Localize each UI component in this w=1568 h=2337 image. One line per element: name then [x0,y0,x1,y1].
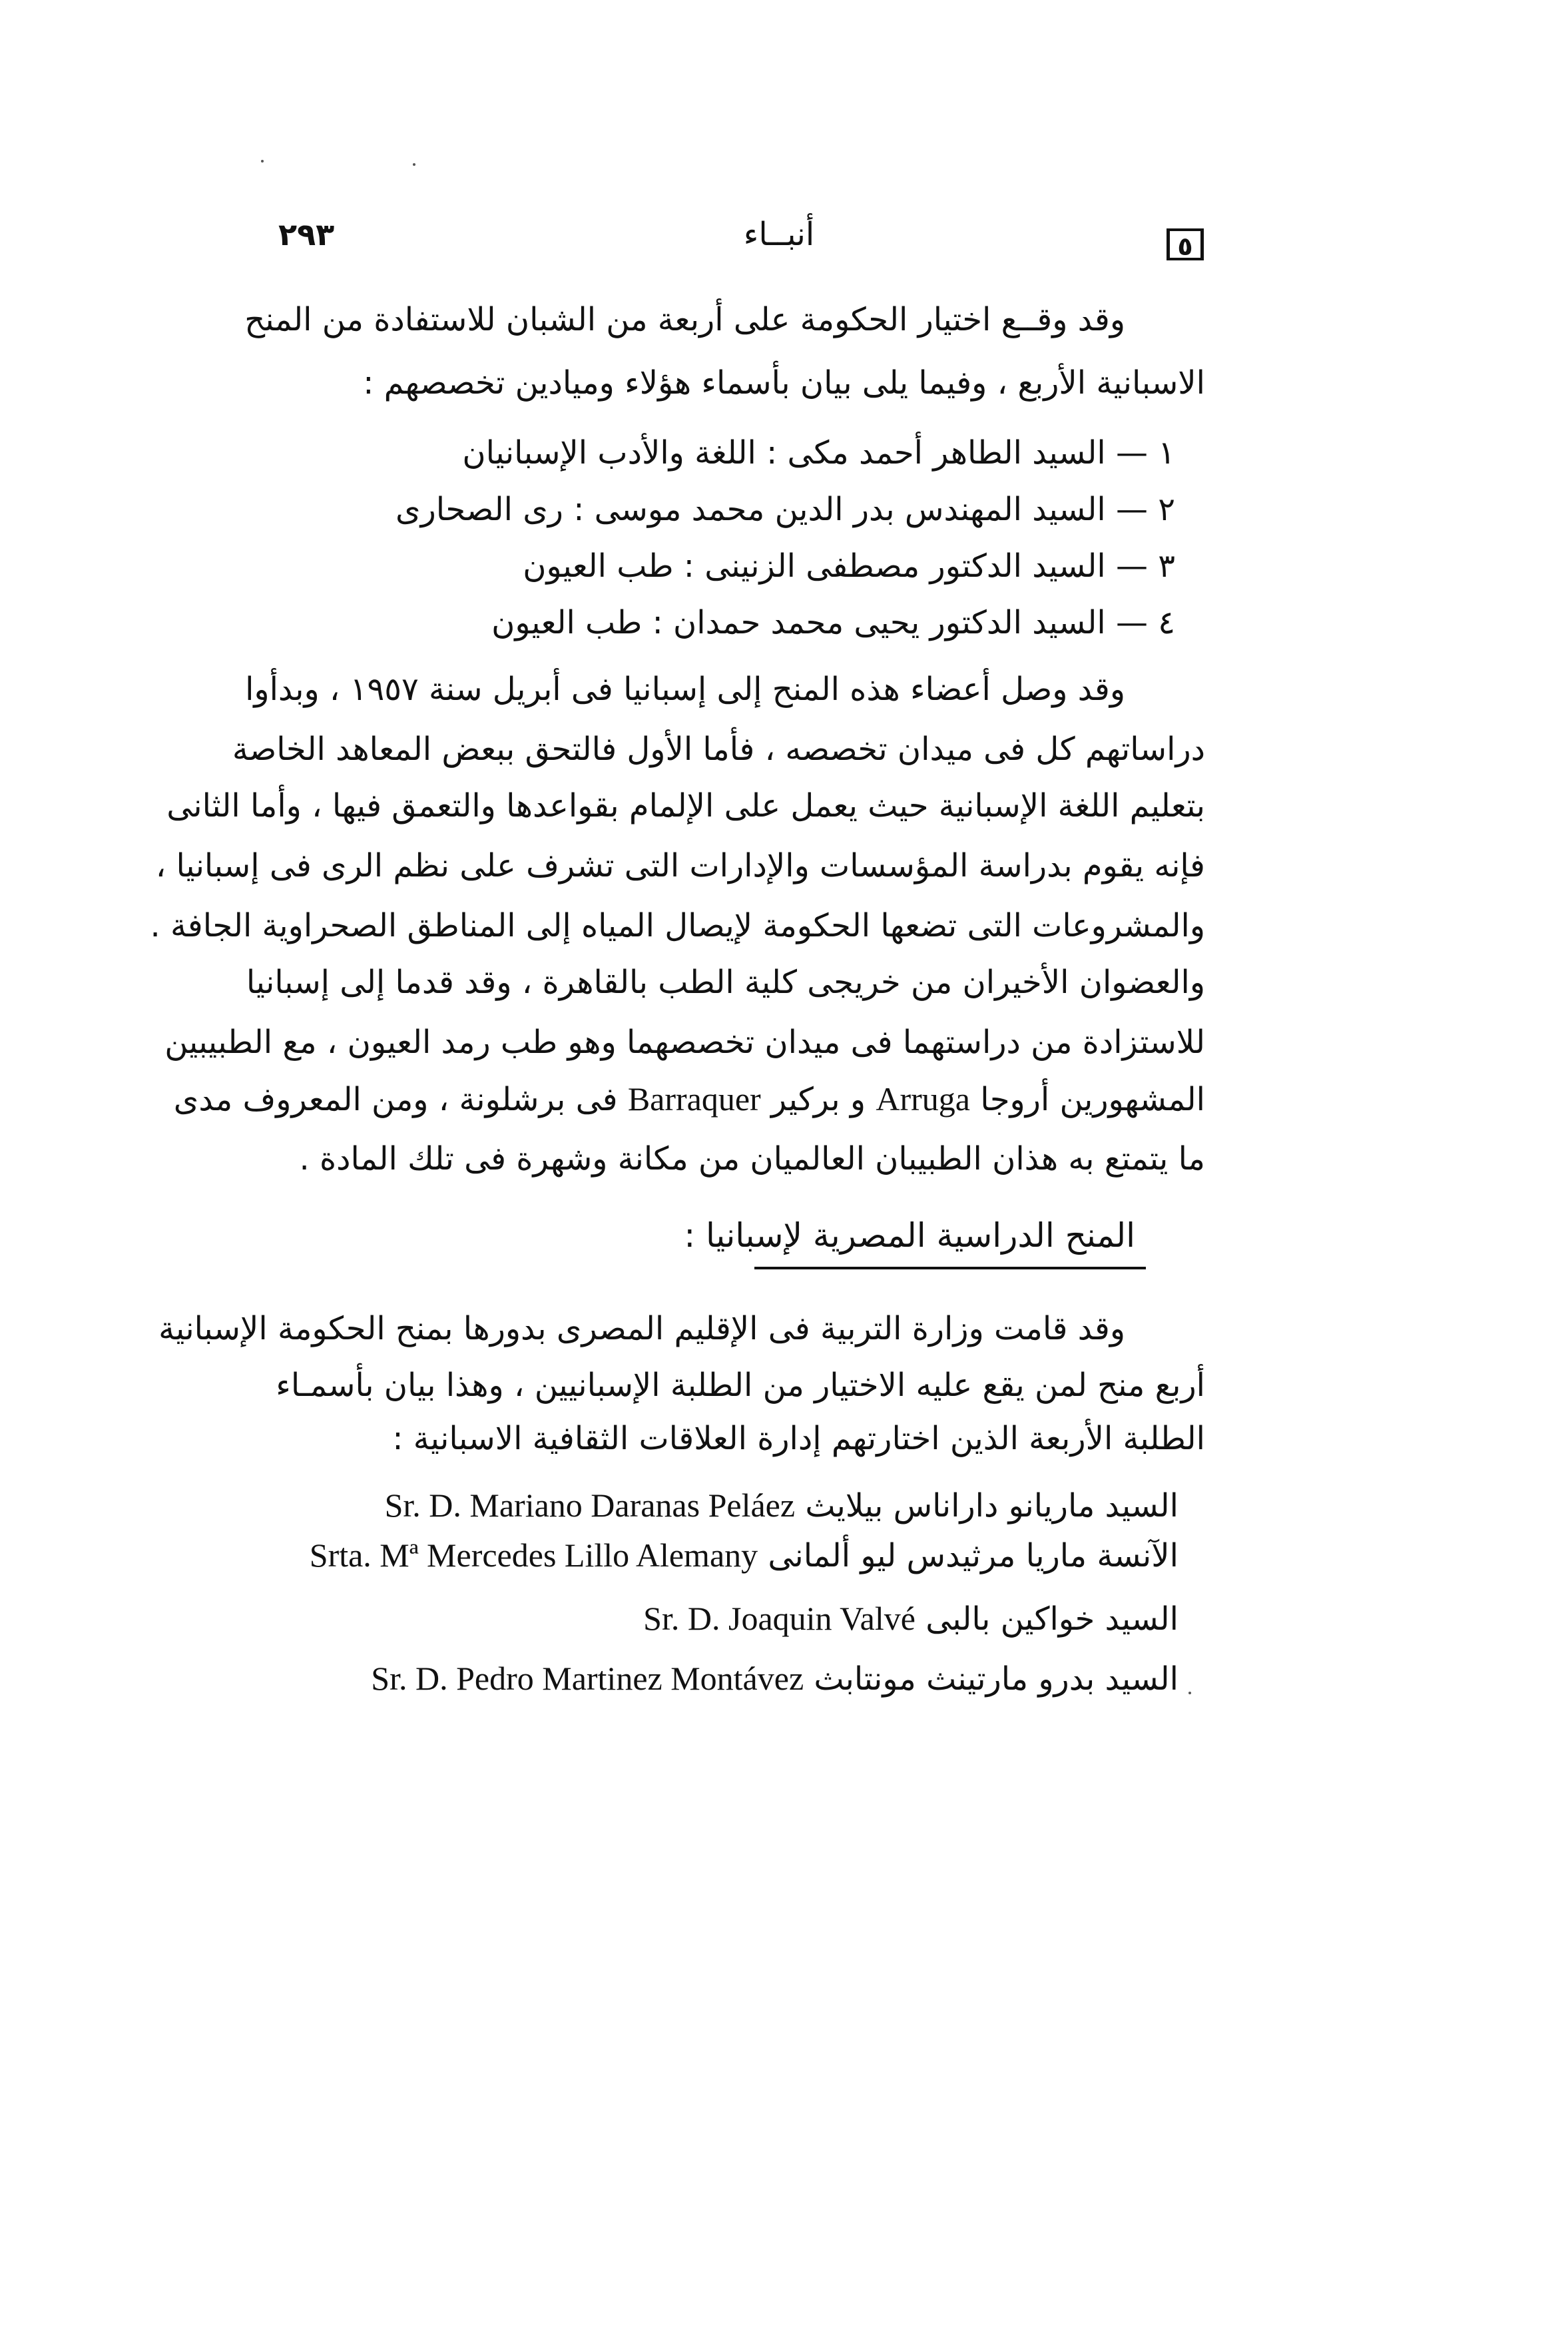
paragraph-line: وقد قامت وزارة التربية فى الإقليم المصرى بدورها بمنح الحكومة الإسبانية [158,1310,1125,1347]
section-marker-number: ٥ [1174,231,1196,258]
paragraph-line: الطلبة الأربعة الذين اختارتهم إدارة العلاقات الثقافية الاسبانية : [392,1420,1205,1457]
student-latin: Sr. D. Joaquin Valvé [643,1600,915,1637]
paragraph-line: وقد وصل أعضاء هذه المنح إلى إسبانيا فى أبريل سنة ١٩٥٧ ، وبدأوا [245,671,1125,708]
paragraph-line: بتعليم اللغة الإسبانية حيث يعمل على الإلمام بقواعدها والتعمق فيها ، وأما الثانى [166,787,1205,825]
student-latin: Srta. Mª Mercedes Lillo Alemany [309,1536,758,1574]
paragraph-line: دراساتهم كل فى ميدان تخصصه ، فأما الأول فالتحق ببعض المعاهد الخاصة [232,731,1205,768]
student-row [310,1528,1178,1582]
student-latin: Sr. D. Pedro Martinez Montávez [371,1660,804,1697]
section-marker [1167,228,1204,260]
paragraph-line: للاستزادة من دراستهما فى ميدان تخصصهما وهو طب رمد العيون ، مع الطبيبين [164,1024,1205,1061]
scholar-text: — السيد الطاهر أحمد مكى : اللغة والأدب الإسبانيان [462,434,1148,472]
scholar-text: — السيد الدكتور مصطفى الزنينى : طب العيون [523,547,1148,585]
student-latin: Sr. D. Mariano Daranas Peláez [384,1487,796,1524]
running-title: أنبــاء [743,216,815,253]
scholar-item [395,483,1175,536]
scholar-text: — السيد المهندس بدر الدين محمد موسى : رى الصحارى [395,491,1148,528]
latin-name: Barraquer [627,1080,761,1118]
scholar-item [462,426,1175,480]
scholar-number: ٢ [1158,491,1175,528]
latin-name: Arruga [876,1080,970,1118]
scholar-item [523,539,1175,593]
scholar-number: ٤ [1158,604,1175,641]
paragraph-line-mixed [173,1072,1205,1126]
student-arabic: الآنسة ماريا مرثيدس ليو ألمانى [768,1537,1178,1574]
scan-speck [413,163,415,166]
student-arabic: السيد خواكين بالبى [925,1600,1178,1638]
student-row [371,1652,1178,1706]
student-arabic: السيد ماريانو داراناس بيلايث [805,1487,1178,1524]
paragraph-line: والعضوان الأخيران من خريجى كلية الطب بالقاهرة ، وقد قدما إلى إسبانيا [246,964,1205,1001]
section-heading: المنح الدراسية المصرية لإسبانيا : [684,1216,1135,1255]
scholar-number: ٣ [1158,547,1175,585]
scan-speck [1188,1692,1191,1694]
paragraph-line: أربع منح لمن يقع عليه الاختيار من الطلبة الإسبانيين ، وهذا بيان بأسمـاء [276,1367,1205,1404]
heading-underline [754,1267,1146,1269]
paragraph-line: فإنه يقوم بدراسة المؤسسات والإدارات التى تشرف على نظم الرى فى إسبانيا ، [155,847,1205,884]
scholar-number: ١ [1158,434,1175,472]
text-segment: و بركير [770,1081,866,1118]
paragraph-line: والمشروعات التى تضعها الحكومة لإيصال المياه إلى المناطق الصحراوية الجافة . [150,907,1205,944]
student-arabic: السيد بدرو مارتينث مونتابث [814,1660,1178,1698]
scholar-text: — السيد الدكتور يحيى محمد حمدان : طب العيون [491,604,1148,641]
scan-speck [261,160,264,163]
intro-line: الاسبانية الأربع ، وفيما يلى بيان بأسماء هؤلاء وميادين تخصصهم : [363,364,1205,402]
intro-line: وقد وقــع اختيار الحكومة على أربعة من الشبان للاستفادة من المنح [244,301,1125,338]
scholar-item [491,596,1175,649]
text-segment: المشهورين أروجا [980,1081,1205,1118]
paragraph-line: ما يتمتع به هذان الطبيبان العالميان من مكانة وشهرة فى تلك المادة . [299,1140,1205,1177]
student-row [643,1592,1178,1646]
page-number: ٢٩٣ [278,216,335,252]
text-segment: فى برشلونة ، ومن المعروف مدى [173,1081,618,1118]
student-row [385,1479,1178,1532]
